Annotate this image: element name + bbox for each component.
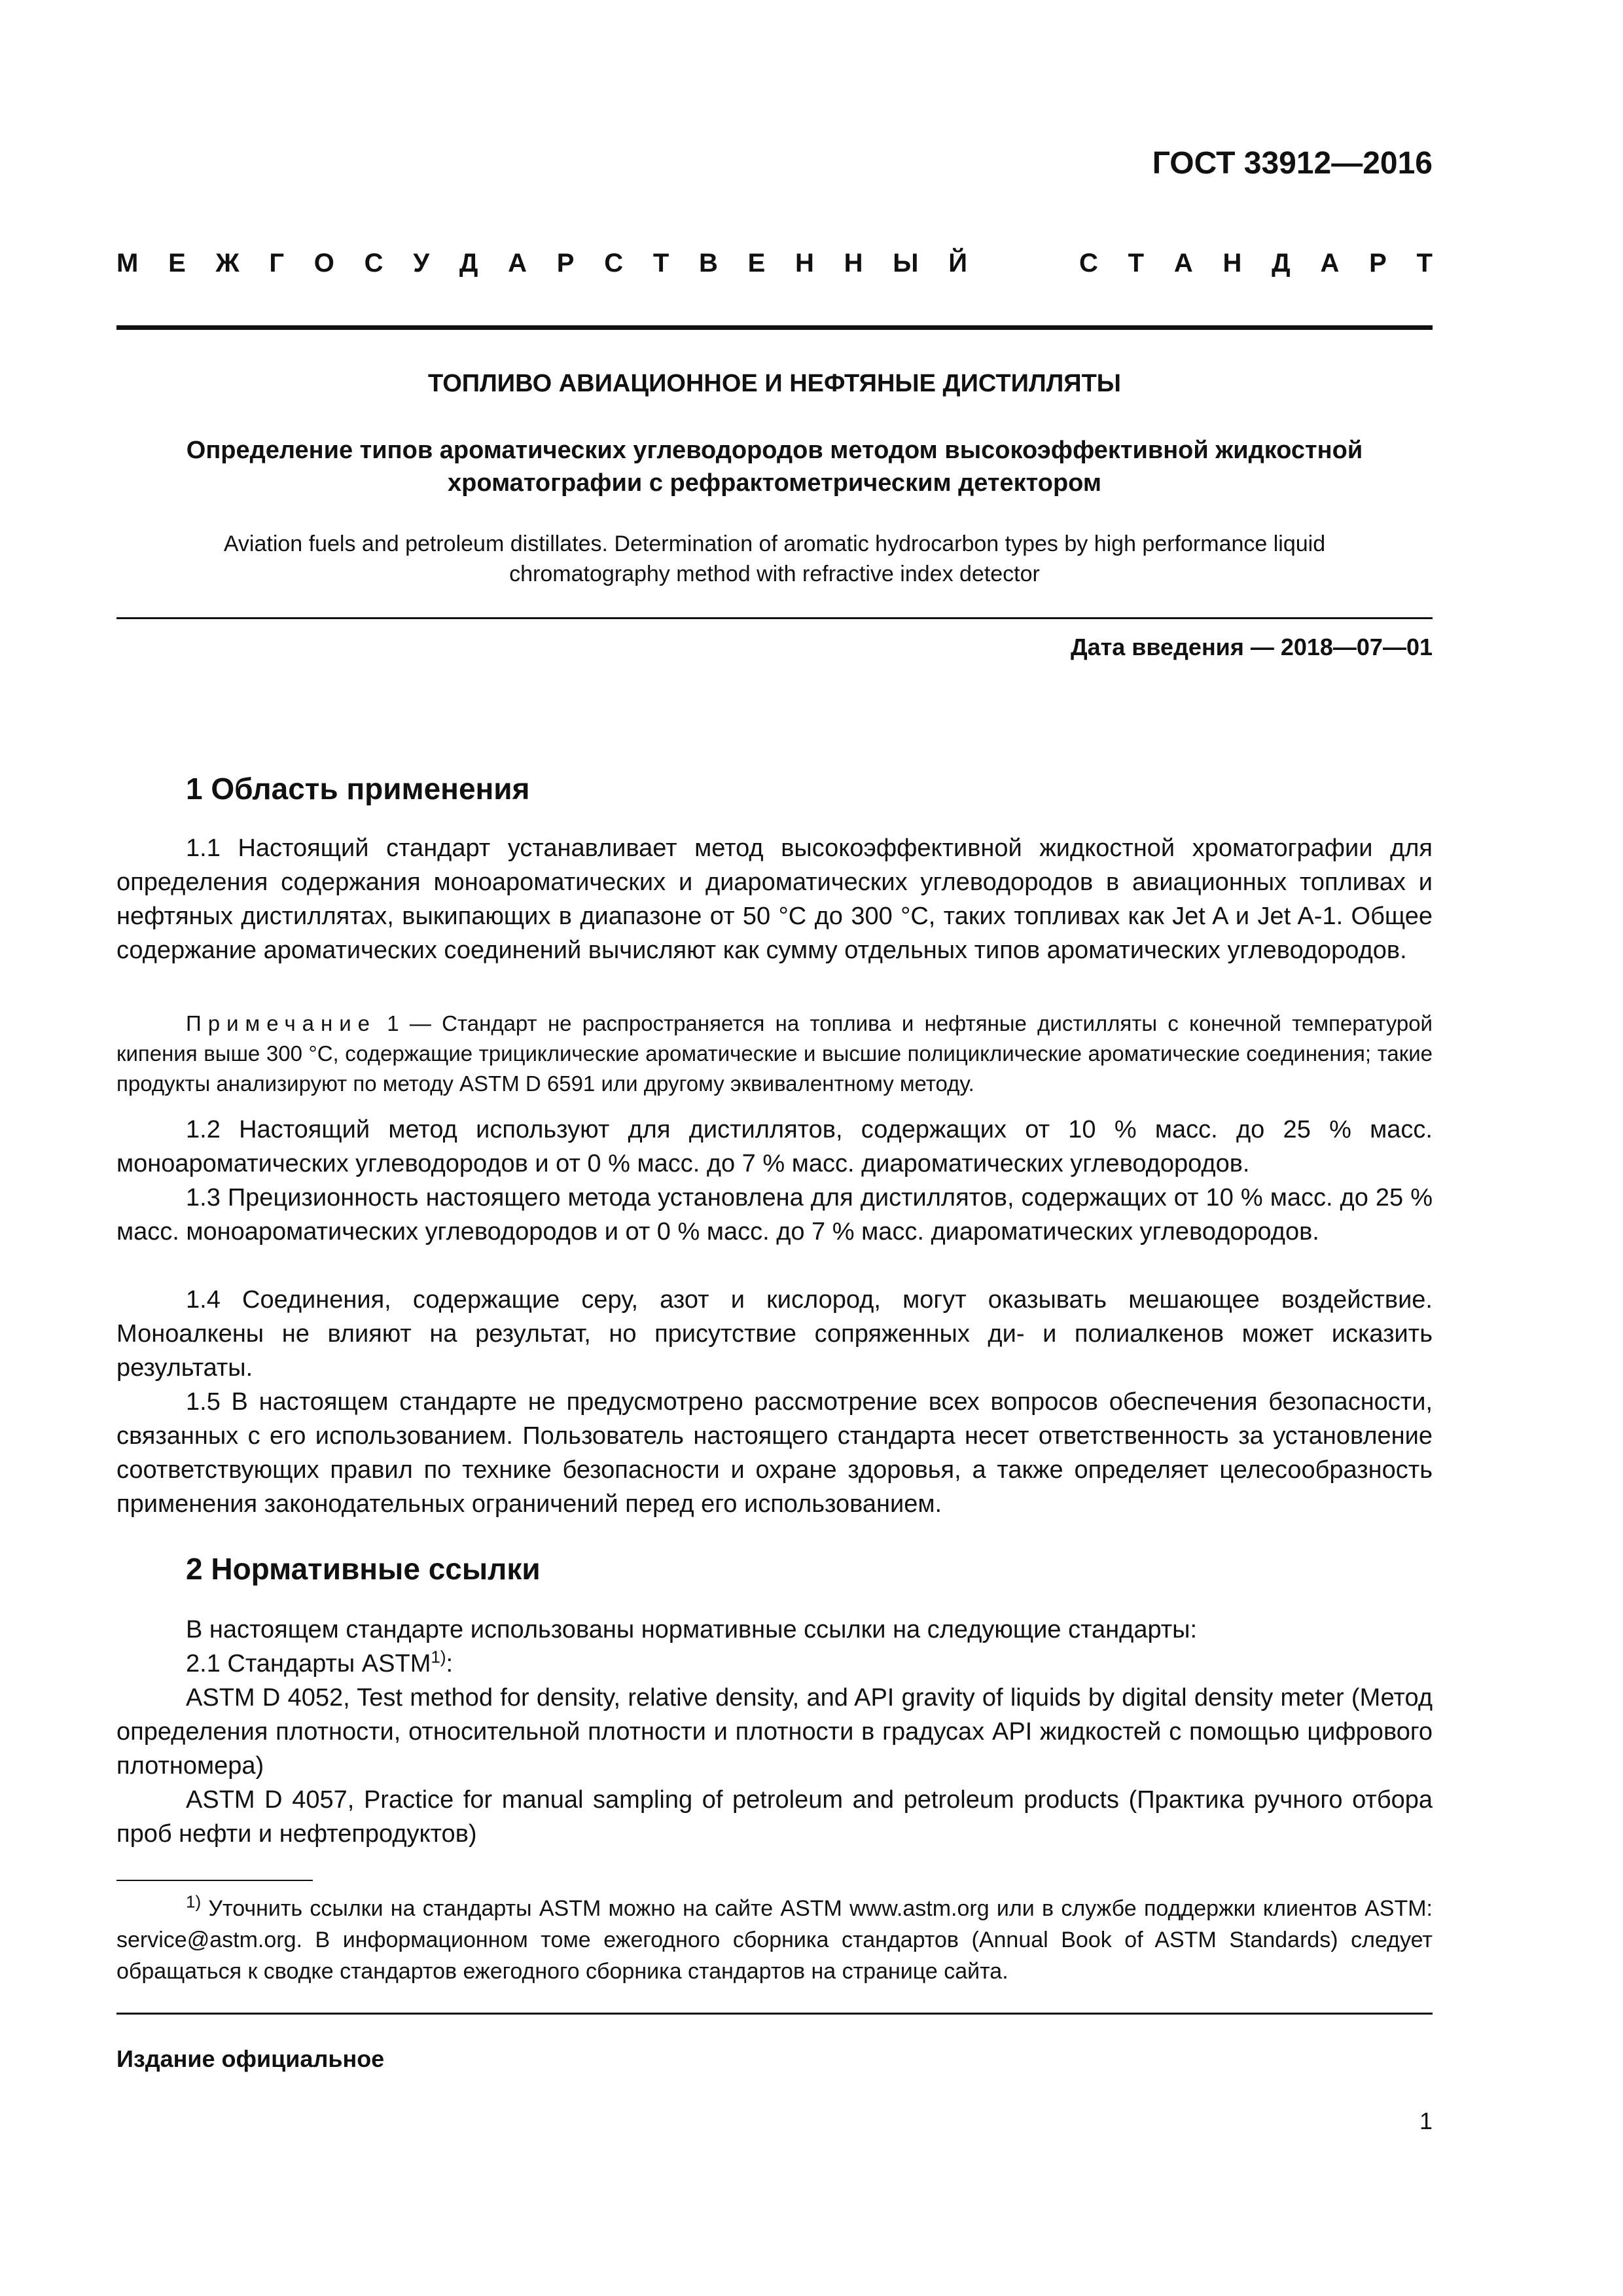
standard-type-letter: Ж: [215, 249, 240, 278]
section-1-heading: 1 Область применения: [186, 772, 530, 806]
subtitle-line-1: Определение типов ароматических углеводородов методом высокоэффективной жидкостной: [186, 437, 1363, 464]
paragraph-1-5: 1.5 В настоящем стандарте не предусмотрено рассмотрение всех вопросов обеспечения безопасности, связанных с его использованием. Пользователь настоящего стандарта несет ответственность за установление соответствующих правил по технике безопасности и охране здоровья, а также определяет целесообразность применения законодательных ограничений перед его использованием.: [116, 1388, 1433, 1518]
reference-astm-d4052: ASTM D 4052, Test method for density, relative density, and API gravity of liquids by digital density meter (Метод определения плотности, относительной плотности и плотности в градусах API жидкостей с помощью цифрового плотномера): [116, 1684, 1433, 1780]
astm-standards-colon: :: [446, 1650, 454, 1677]
official-edition-label: Издание официальное: [116, 2045, 385, 2072]
standard-type-letter: Т: [1128, 249, 1145, 278]
standard-type-letter: Д: [459, 249, 478, 278]
standard-type-letter: А: [1320, 249, 1340, 278]
standard-type-letter: А: [508, 249, 527, 278]
reference-astm-d4057: ASTM D 4057, Practice for manual sampling of petroleum and petroleum products (Практика ручного отбора проб нефти и нефтепродуктов): [116, 1786, 1433, 1848]
document-title: ТОПЛИВО АВИАЦИОННОЕ И НЕФТЯНЫЕ ДИСТИЛЛЯТЫ: [427, 370, 1121, 397]
english-title: [116, 529, 1433, 589]
paragraph-1-1: 1.1 Настоящий стандарт устанавливает метод высокоэффективной жидкостной хроматографии для определения содержания моноароматических и диароматических углеводородов в авиационных топливах и нефтяных дистиллятах, выкипающих в диапазоне от 50 °С до 300 °С, таких топливах как Jet A и Jet A-1. Общее содержание ароматических соединений вычисляют как сумму отдельных типов ароматических углеводородов.: [116, 834, 1433, 964]
standard-type-letter: Е: [168, 249, 186, 278]
standard-type-word-2: [1079, 249, 1433, 278]
standard-type-letter: Д: [1272, 249, 1291, 278]
note-label: Примечание: [186, 1011, 377, 1035]
paragraph-1-3: 1.3 Прецизионность настоящего метода установлена для дистиллятов, содержащих от 10 % масс. до 25 % масс. моноароматических углеводородов и от 0 % масс. до 7 % масс. диароматических углеводородов.: [116, 1184, 1433, 1246]
subtitle-line-2: хроматографии с рефрактометрическим детектором: [448, 469, 1101, 497]
standard-type-letter: В: [698, 249, 718, 278]
standard-type-letter: Е: [747, 249, 766, 278]
standard-type-word-1: [116, 249, 967, 278]
english-title-line-1: Aviation fuels and petroleum distillates. Determination of aromatic hydrocarbon types by high performance liquid: [223, 531, 1326, 556]
page-number: 1: [1419, 2108, 1433, 2134]
paragraph-2-intro: В настоящем стандарте использованы нормативные ссылки на следующие стандарты:: [186, 1616, 1198, 1643]
standard-type-letter: Й: [948, 249, 967, 278]
note-text: 1 — Стандарт не распространяется на топлива и нефтяные дистилляты с конечной температурой кипения выше 300 °С, содержащие трициклические ароматические и высшие полициклические ароматические соединения; такие продукты анализируют по методу ASTM D 6591 или другому эквивалентному методу.: [116, 1011, 1433, 1096]
standard-type-letter: Р: [1369, 249, 1387, 278]
paragraph-1-4: 1.4 Соединения, содержащие серу, азот и кислород, могут оказывать мешающее воздействие. Моноалкены не влияют на результат, но присутствие сопряженных ди- и полиалкенов может исказить результаты.: [116, 1286, 1433, 1382]
standard-type-letter: О: [313, 249, 334, 278]
paragraph-1-2: 1.2 Настоящий метод используют для дистиллятов, содержащих от 10 % масс. до 25 % масс. моноароматических углеводородов и от 0 % масс. до 7 % масс. диароматических углеводородов.: [116, 1116, 1433, 1177]
title-divider: [116, 617, 1433, 619]
standard-type-letter: Т: [652, 249, 669, 278]
standard-type-letter: А: [1173, 249, 1193, 278]
astm-standards-label: 2.1 Стандарты ASTM: [186, 1650, 431, 1677]
standard-type-letter: Р: [556, 249, 575, 278]
footnote-divider: [116, 1880, 313, 1881]
standard-type-letter: М: [116, 249, 139, 278]
footnote-marker: 1): [186, 1892, 202, 1912]
document-subtitle: [116, 434, 1433, 499]
standard-type-letter: Г: [269, 249, 285, 278]
standard-type-letter: У: [413, 249, 430, 278]
standard-type-letter: Т: [1416, 249, 1433, 278]
paragraph-2-1: [116, 1647, 1433, 1681]
standard-type-letter: Ы: [893, 249, 919, 278]
standard-type-letter: С: [364, 249, 383, 278]
introduction-date: Дата введения — 2018—07—01: [1070, 634, 1433, 660]
standard-type-letter: Н: [795, 249, 814, 278]
footer-divider: [116, 2013, 1433, 2015]
english-title-line-2: chromatography method with refractive index detector: [509, 562, 1040, 586]
standard-type-letter: С: [604, 249, 624, 278]
header-divider: [116, 325, 1433, 330]
footnote-text: Уточнить ссылки на стандарты ASTM можно на сайте ASTM www.astm.org или в службе поддержки клиентов ASTM: service@astm.org. В информационном томе ежегодного сборника стандартов (Annual Book of ASTM Standards) следует обращаться к сводке стандартов ежегодного сборника стандартов на странице сайта.: [116, 1896, 1433, 1984]
footnote: [116, 1893, 1433, 1987]
standard-type-letter: Н: [1222, 249, 1242, 278]
section-2-heading: 2 Нормативные ссылки: [186, 1552, 541, 1586]
document-number: ГОСТ 33912—2016: [1152, 146, 1433, 181]
standard-type-heading: [116, 249, 1433, 278]
note-1: [116, 1009, 1433, 1099]
standard-type-letter: Н: [844, 249, 863, 278]
standard-type-letter: С: [1079, 249, 1098, 278]
footnote-reference: 1): [431, 1647, 446, 1667]
